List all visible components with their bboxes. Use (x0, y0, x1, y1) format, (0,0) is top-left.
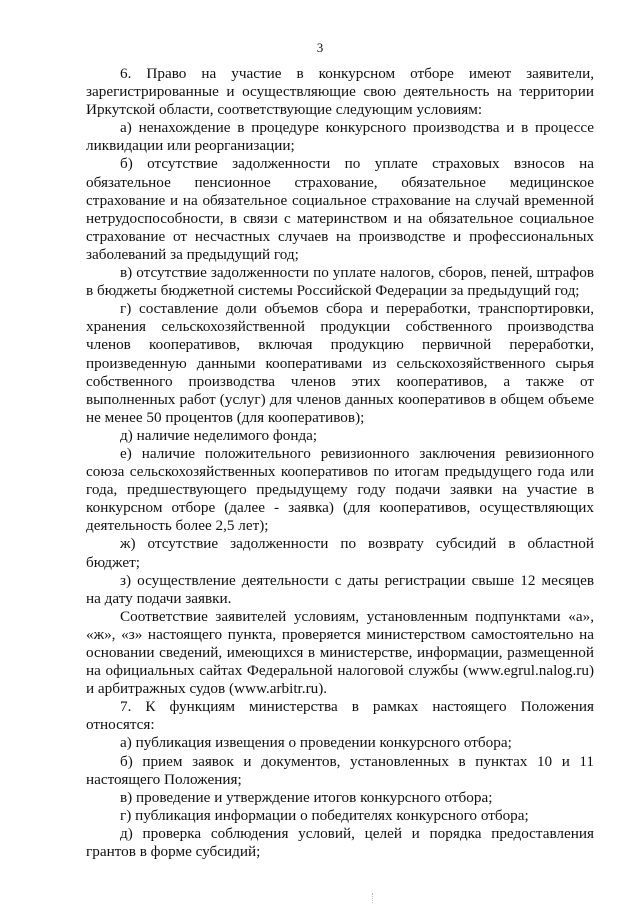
paragraph-7-b: б) прием заявок и документов, установленных в пунктах 10 и 11 настоящего Положения; (86, 752, 594, 788)
paragraph-6-d: д) наличие неделимого фонда; (120, 426, 318, 444)
paragraph-6-e: е) наличие положительного ревизионного заключения ревизионного союза сельскохозяйственных кооперативов по итогам предыдущего года или года, предшествующего предыдущему году подачи заявки на участие в конкурсном отборе (далее - заявка) (для кооперативов, осуществляющих деятельность более 2,5 лет); (86, 444, 594, 535)
paragraph-6-z: з) осуществление деятельности с даты регистрации свыше 12 месяцев на дату подачи заявки. (86, 571, 594, 607)
paragraph-7-d: д) проверка соблюдения условий, целей и порядка предоставления грантов в форме субсидий; (86, 824, 594, 861)
paragraph-7-v: в) проведение и утверждение итогов конкурсного отбора; (120, 788, 493, 806)
paragraph-7-intro: 7. К функциям министерства в рамках настоящего Положения относятся: (86, 698, 594, 734)
document-body (86, 65, 594, 861)
paragraph-6-compliance: Соответствие заявителей условиям, установленным подпунктами «а», «ж», «з» настоящего пункта, проверяется министерством самостоятельно на основании сведений, имеющихся в министерстве, информации, размещенной на официальных сайтах Федеральной налоговой службы (www.egrul.nalog.ru) и арбитражных судов (www.arbitr.ru). (86, 607, 594, 698)
paragraph-6-g: г) составление доли объемов сбора и переработки, транспортировки, хранения сельскохозяйственной продукции собственного производства членов кооперативов, включая продукцию первичной переработки, произведенную данными кооперативами из сельскохозяйственного сырья собственного производства членов этих кооперативов, а также от выполненных работ (услуг) для членов данных кооперативов в общем объеме не менее 50 процентов (для кооперативов); (86, 300, 594, 426)
paragraph-6-b: б) отсутствие задолженности по уплате страховых взносов на обязательное пенсионное страхование, обязательное медицинское страхование и на обязательное социальное страхование на случай временной нетрудоспособности, в связи с материнством и на обязательное социальное страхование от несчастных случаев на производстве и профессиональных заболеваний за предыдущий год; (86, 155, 594, 263)
paragraph-7-a: а) публикация извещения о проведении конкурсного отбора; (120, 734, 512, 752)
paragraph-6-zh: ж) отсутствие задолженности по возврату субсидий в областной бюджет; (86, 535, 594, 571)
paragraph-7-g: г) публикация информации о победителях конкурсного отбора; (120, 806, 529, 824)
paragraph-6-intro: 6. Право на участие в конкурсном отборе имеют заявители, зарегистрированные и осуществляющие свою деятельность на территории Иркутской области, соответствующие следующим условиям: (86, 65, 594, 119)
page-number: 3 (316, 40, 324, 55)
paragraph-6-a: а) ненахождение в процедуре конкурсного производства и в процессе ликвидации или реорганизации; (86, 119, 594, 155)
scan-artifact (372, 893, 374, 903)
paragraph-6-v: в) отсутствие задолженности по уплате налогов, сборов, пеней, штрафов в бюджеты бюджетной системы Российской Федерации за предыдущий год; (86, 264, 594, 300)
